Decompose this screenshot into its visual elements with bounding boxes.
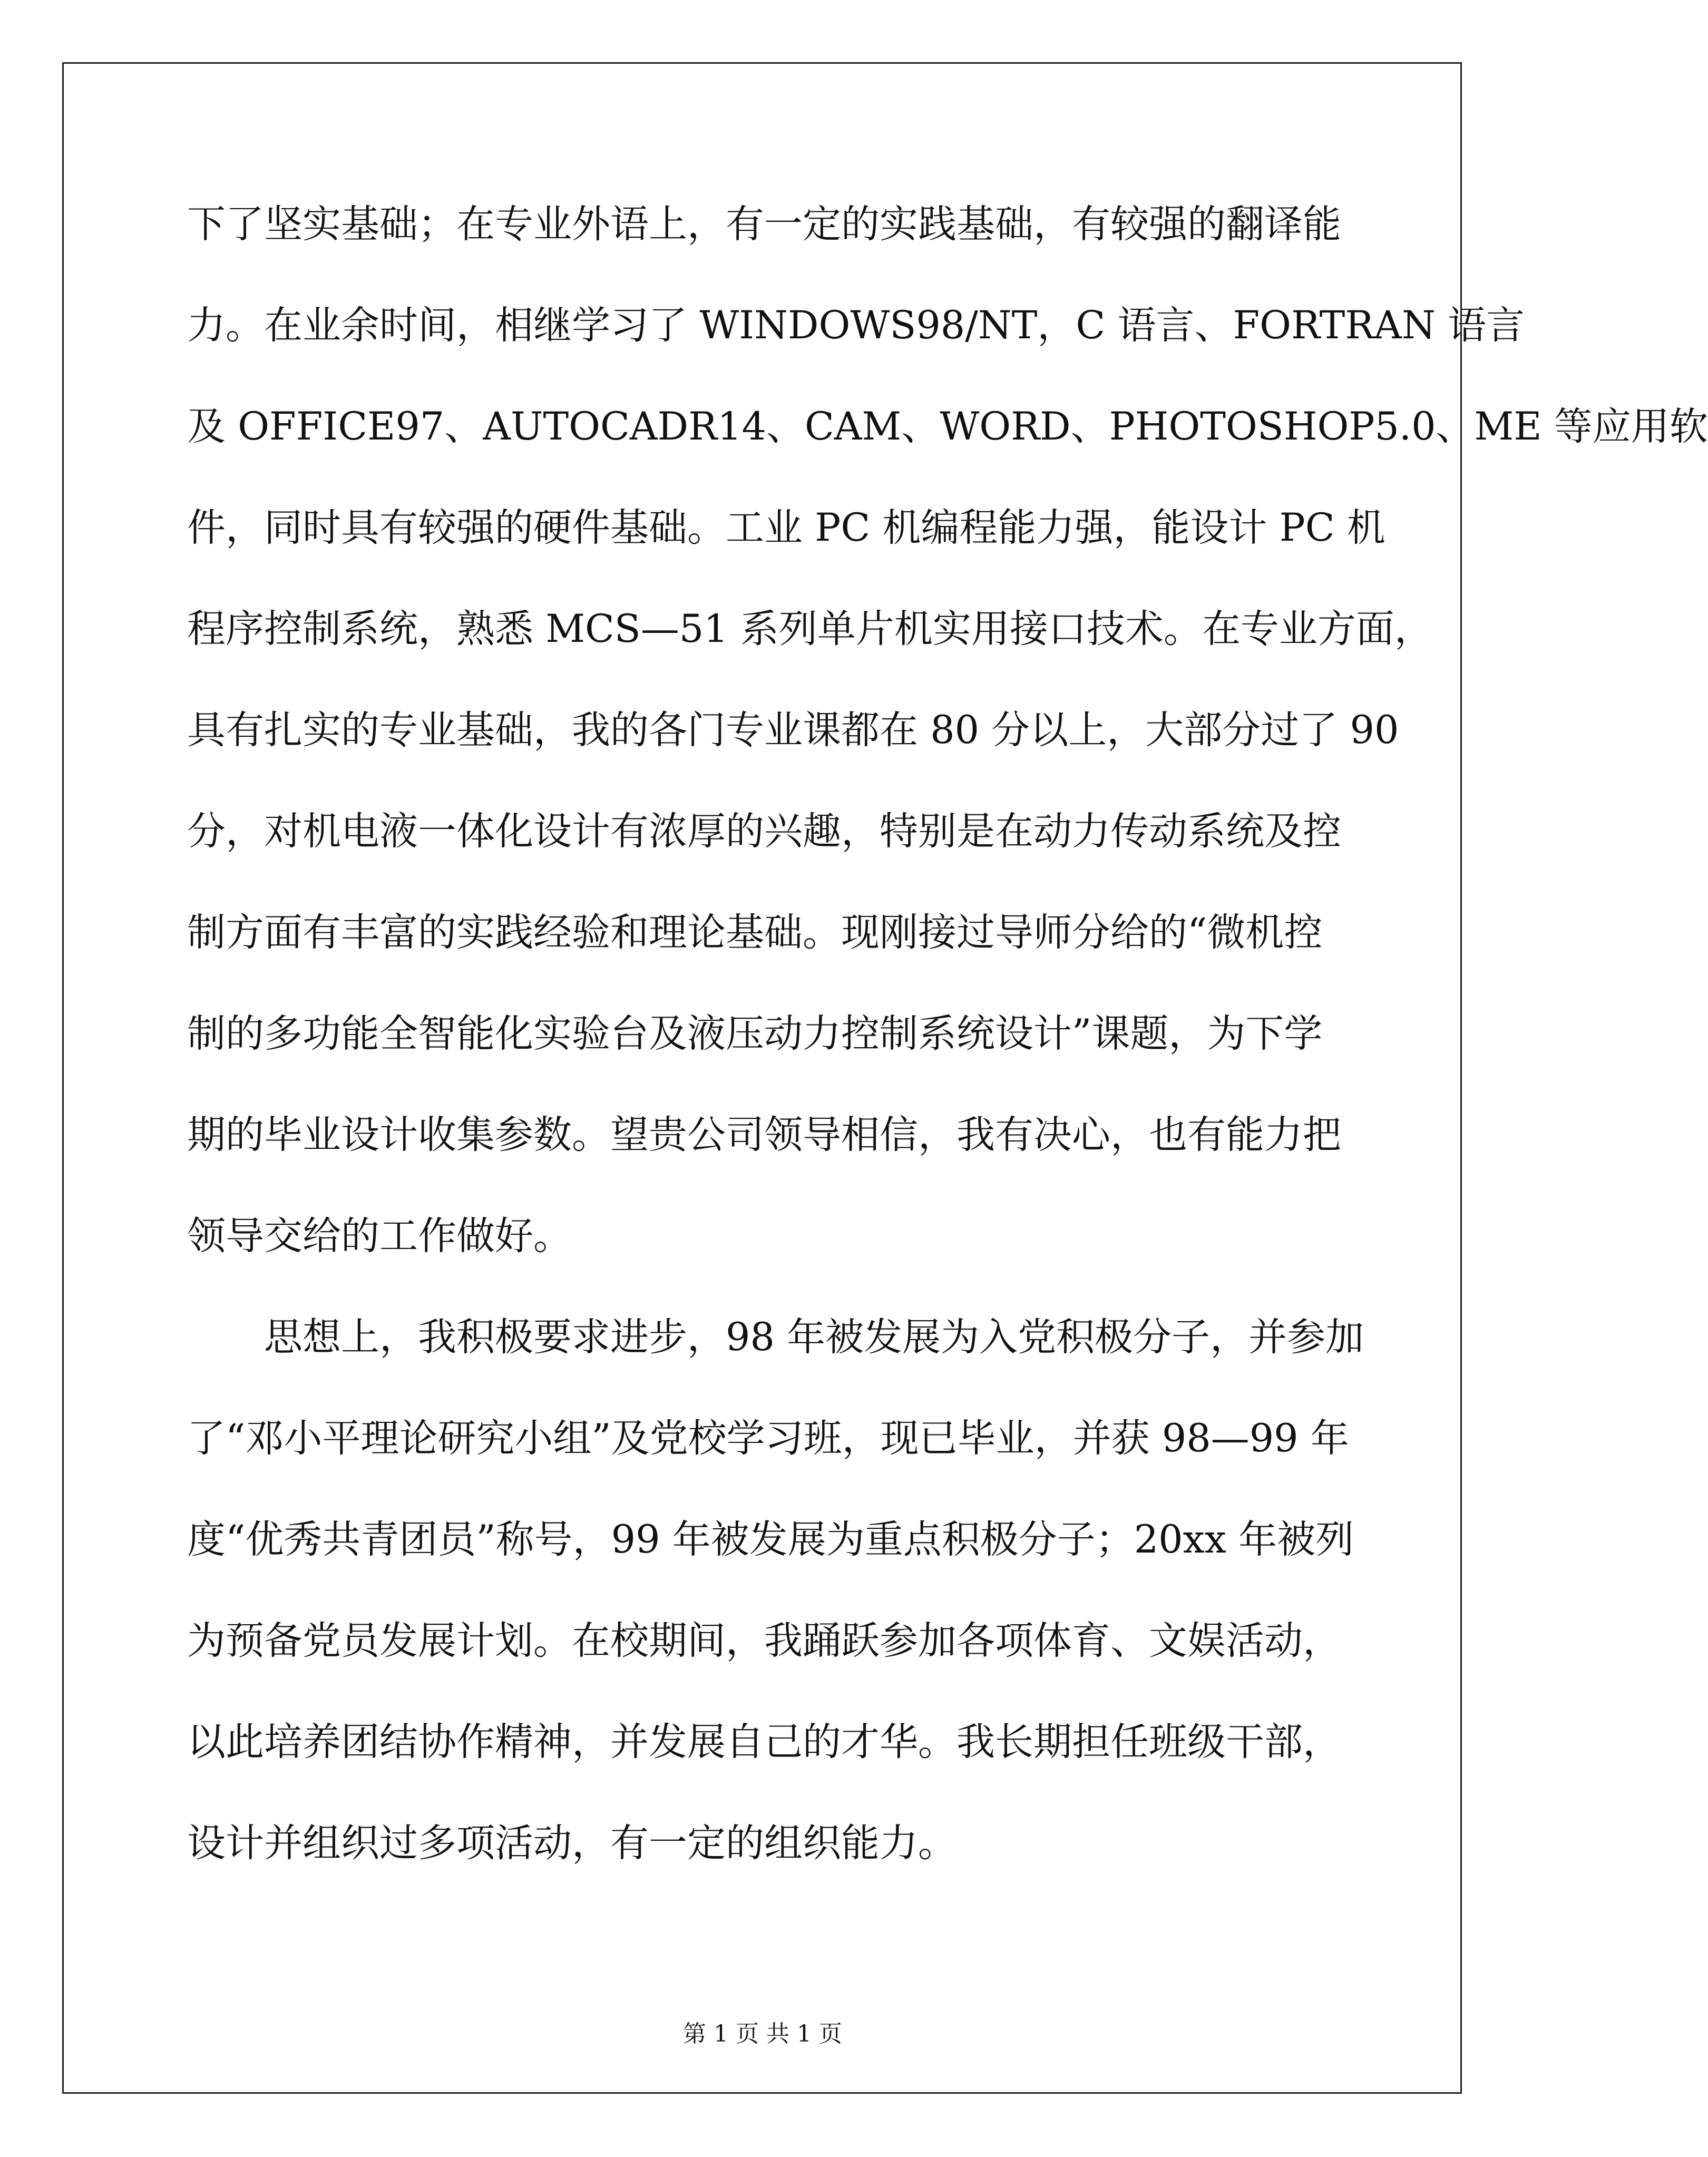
text-line: 以此培养团结协作精神，并发展自己的才华。我长期担任班级干部， [187, 1720, 1341, 1764]
text-line: 设计并组织过多项活动，有一定的组织能力。 [187, 1821, 957, 1866]
text-line: 了“邓小平理论研究小组”及党校学习班，现已毕业，并获 98—99 年 [187, 1416, 1349, 1461]
text-line: 下了坚实基础；在专业外语上，有一定的实践基础，有较强的翻译能 [187, 202, 1341, 247]
text-line: 件，同时具有较强的硬件基础。工业 PC 机编程能力强，能设计 PC 机 [187, 505, 1385, 550]
paragraph-first-line: 思想上，我积极要求进步，98 年被发展为入党积极分子，并参加 [264, 1315, 1364, 1360]
page-footer: 第 1 页 共 1 页 [683, 2021, 842, 2047]
text-line: 分，对机电液一体化设计有浓厚的兴趣，特别是在动力传动系统及控 [187, 809, 1341, 854]
text-line: 领导交给的工作做好。 [187, 1214, 572, 1258]
text-line: 度“优秀共青团员”称号，99 年被发展为重点积极分子；20xx 年被列 [187, 1517, 1354, 1562]
text-line: 力。在业余时间，相继学习了 WINDOWS98/NT，C 语言、FORTRAN 语言 [187, 303, 1525, 348]
page-border [62, 62, 1462, 2094]
text-line: 制的多功能全智能化实验台及液压动力控制系统设计”课题，为下学 [187, 1011, 1323, 1056]
text-line: 及 OFFICE97、AUTOCADR14、CAM、WORD、PHOTOSHOP5.0、ME 等应用软 [187, 404, 1708, 449]
text-line: 制方面有丰富的实践经验和理论基础。现刚接过导师分给的“微机控 [187, 910, 1323, 955]
text-line: 期的毕业设计收集参数。望贵公司领导相信，我有决心，也有能力把 [187, 1112, 1341, 1157]
text-line: 程序控制系统，熟悉 MCS—51 系列单片机实用接口技术。在专业方面， [187, 607, 1433, 651]
text-line: 具有扎实的专业基础，我的各门专业课都在 80 分以上，大部分过了 90 [187, 708, 1399, 753]
text-line: 为预备党员发展计划。在校期间，我踊跃参加各项体育、文娱活动， [187, 1618, 1341, 1663]
